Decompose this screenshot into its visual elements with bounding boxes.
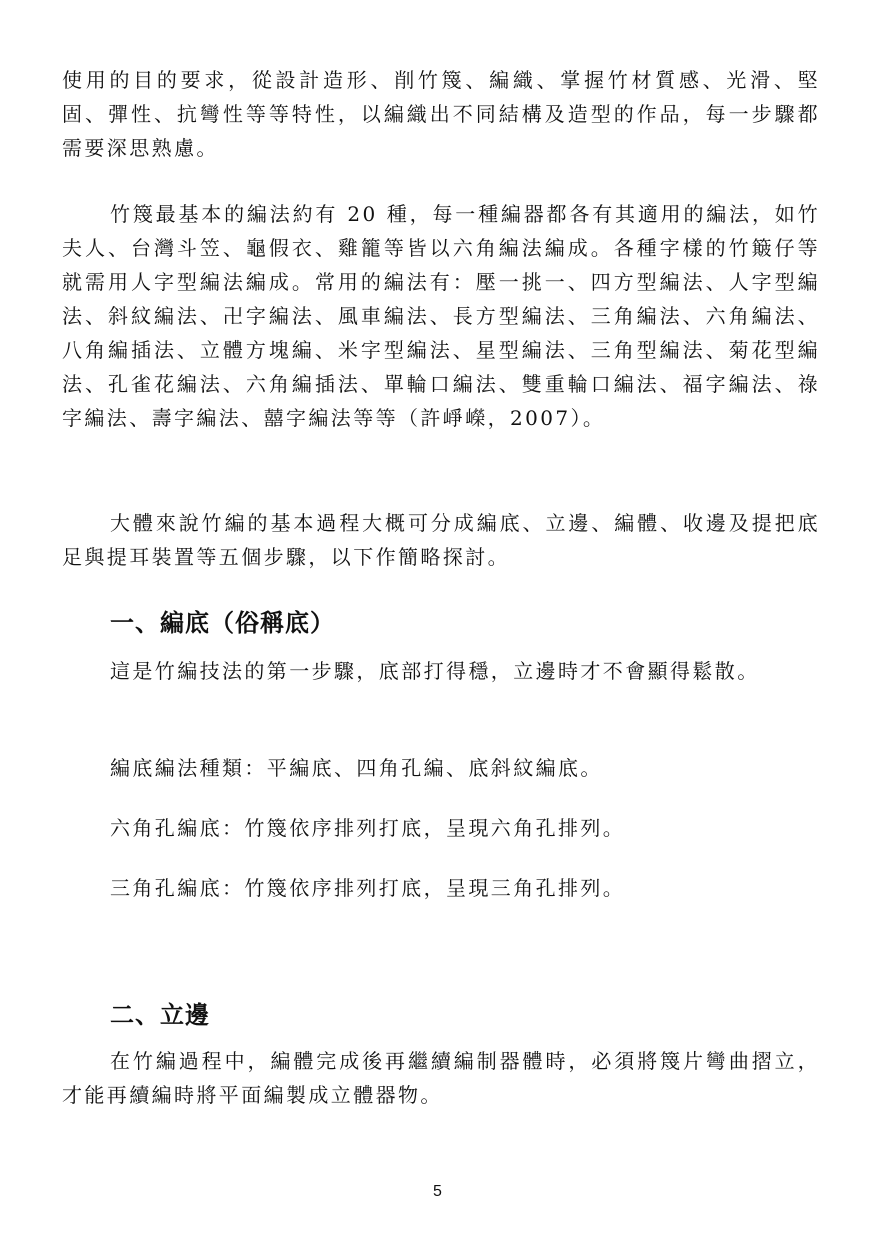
line-hexagon-base: 六角孔編底：竹篾依序排列打底，呈現六角孔排列。 xyxy=(110,816,626,840)
page-number: 5 xyxy=(433,1183,442,1200)
line-base-weaving-types: 編底編法種類：平編底、四角孔編、底斜紋編底。 xyxy=(110,756,603,780)
paragraph-design-requirements: 使用的目的要求，從設計造形、削竹篾、編織、掌握竹材質感、光滑、堅固、彈性、抗彎性等等特性，以編織出不同結構及造型的作品，每一步驟都需要深思熟慮。 xyxy=(62,68,820,160)
paragraph-basic-process: 大體來說竹編的基本過程大概可分成編底、立邊、編體、收邊及提把底足與提耳裝置等五個步驟，以下作簡略探討。 xyxy=(62,511,820,569)
paragraph-weaving-methods: 竹篾最基本的編法約有 20 種，每一種編器都各有其適用的編法，如竹夫人、台灣斗笠、龜假衣、雞籠等皆以六角編法編成。各種字樣的竹簸仔等就需用人字型編法編成。常用的編法有：壓一挑一、四方型編法、人字型編法、斜紋編法、卍字編法、風車編法、長方型編法、三角編法、六角編法、八角編插法、立體方塊編、米字型編法、星型編法、三角型編法、菊花型編法、孔雀花編法、六角編插法、單輪口編法、雙重輪口編法、福字編法、祿字編法、壽字編法、囍字編法等等（許崢嶸，2007）。 xyxy=(62,202,820,430)
line-triangle-base: 三角孔編底：竹篾依序排列打底，呈現三角孔排列。 xyxy=(110,876,626,900)
paragraph-weaving-base-intro: 這是竹編技法的第一步驟，底部打得穩，立邊時才不會顯得鬆散。 xyxy=(110,659,760,683)
paragraph-standing-edge-intro: 在竹編過程中，編體完成後再繼續編制器體時，必須將篾片彎曲摺立，才能再續編時將平面編製成立體器物。 xyxy=(62,1049,820,1107)
section-heading-standing-edge: 二、立邊 xyxy=(110,1001,210,1029)
section-heading-weaving-base: 一、編底（俗稱底） xyxy=(110,609,335,637)
